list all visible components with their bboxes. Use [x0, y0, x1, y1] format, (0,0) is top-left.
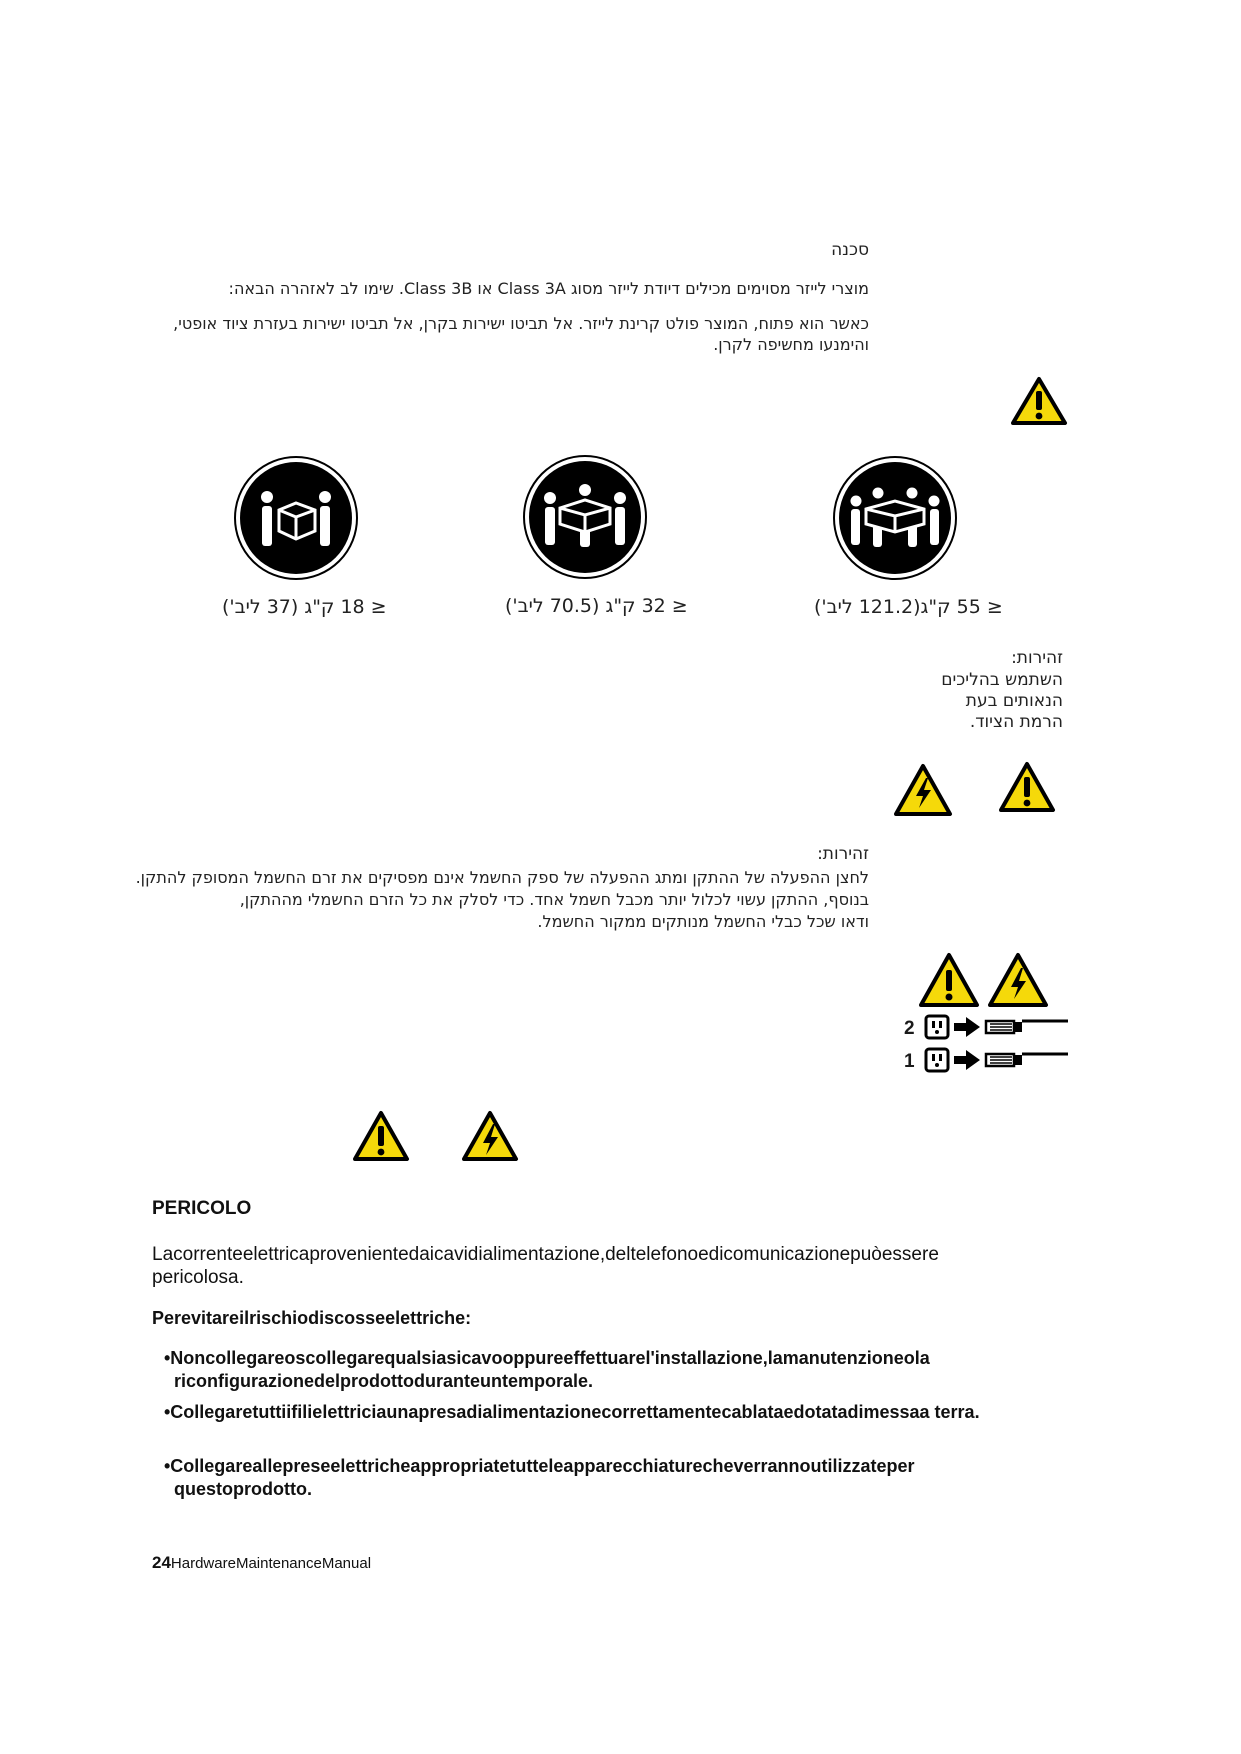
- bullet-item: •Collegareallepreseelettricheappropriatetutteleapparecchiaturecheverrannoutilizzateper questoprodotto.: [164, 1456, 915, 1499]
- electrical-hazard-icon: [461, 1110, 519, 1162]
- warning-triangle-icon: [352, 1110, 410, 1162]
- danger-paragraph: Lacorrenteelettricaprovenientedaicavidialimentazione,deltelefonoedicomunicazionepuòessere pericolosa.: [152, 1244, 939, 1288]
- bullet-item: •Noncollegareoscollegarequalsiasicavooppureeffettuarel'installazione,lamanutenzioneola riconfigurazionedelprodottoduranteuntemporale.: [164, 1348, 930, 1391]
- danger-title-italian: PERICOLO: [152, 1198, 252, 1219]
- lift-caption-55kg: ≤ 55 ק"ג(121.2 ליב'): [814, 596, 1003, 618]
- page-footer: [152, 1553, 371, 1573]
- warning-triangle-icon: [918, 952, 980, 1008]
- subheading-shock-risk: Perevitareilrischiodiscosseelettriche:: [152, 1308, 472, 1328]
- laser-text-line-1: מוצרי לייזר מסוימים מכילים דיודת לייזר מסוג Class 3A או Class 3B. שימו לב לאזהרה הבאה:: [228, 279, 869, 298]
- plug-label-1: 1: [904, 1051, 915, 1072]
- caution-lift-line-3: הרמת הציוד.: [969, 712, 1063, 732]
- lift-two-person-icon: [233, 455, 359, 581]
- plug-label-2: 2: [904, 1018, 915, 1039]
- bullet-item: •Collegaretuttiifilielettriciaunapresadialimentazionecorrettamentecablataedotatadimessaa terra.: [164, 1402, 980, 1422]
- power-outlet-1-diagram: [924, 1045, 1070, 1077]
- electrical-hazard-icon: [987, 952, 1049, 1008]
- caution-lift-line-1: השתמש בהליכים: [941, 670, 1063, 690]
- laser-text-line-3: והימנעו מחשיפה לקרן.: [713, 335, 869, 354]
- danger-title-hebrew: סכנה: [831, 240, 869, 260]
- caution-power-line-3: ודאו שכל כבלי החשמל מנותקים ממקור החשמל.: [537, 912, 869, 931]
- manual-title: HardwareMaintenanceManual: [170, 1555, 372, 1572]
- warning-triangle-icon: [1010, 376, 1068, 426]
- laser-text-line-2: כאשר הוא פתוח, המוצר פולט קרינת לייזר. אל תביטו ישירות בקרן, אל תביטו ישירות בעזרת ציוד אופטי,: [173, 314, 869, 333]
- lift-three-person-icon: [522, 454, 648, 580]
- caution-power-line-2: בנוסף, ההתקן עשוי לכלול יותר מכבל חשמל אחד. כדי לסלק את כל הזרם החשמלי מההתקן,: [239, 890, 869, 909]
- power-outlet-2-diagram: [924, 1012, 1070, 1044]
- lift-caption-18kg: ≤ 18 ק"ג (37 ליב'): [222, 596, 387, 618]
- caution-power-line-1: לחצן ההפעלה של ההתקן ומתג ההפעלה של ספק החשמל אינם מפסיקים את זרם החשמל המסופק להתקן.: [135, 868, 869, 887]
- page-number: 24: [152, 1553, 171, 1572]
- electrical-hazard-icon: [893, 763, 953, 817]
- lift-caption-32kg: ≤ 32 ק"ג (70.5 ליב'): [505, 595, 688, 617]
- warning-triangle-icon: [998, 761, 1056, 813]
- lift-four-person-icon: [832, 455, 958, 581]
- caution-lift-line-2: הנאותים בעת: [965, 691, 1063, 711]
- caution-title-power: זהירות:: [817, 844, 869, 864]
- caution-title-lift: זהירות:: [1011, 648, 1063, 668]
